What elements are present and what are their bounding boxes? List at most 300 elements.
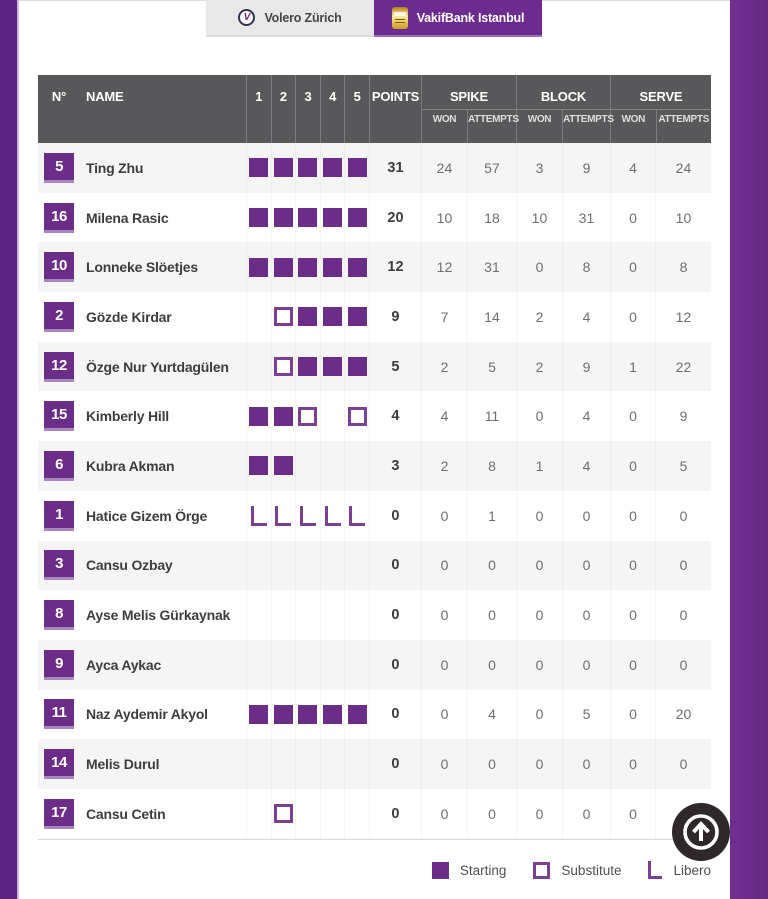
- header-group-block: [516, 75, 614, 143]
- player-number-badge: 8: [44, 600, 74, 630]
- player-name: Kubra Akman: [86, 457, 175, 474]
- block-won-label: WON: [527, 114, 552, 125]
- set-cell: [295, 739, 320, 789]
- stat-value: 24: [655, 143, 711, 193]
- starting-icon: [432, 862, 449, 879]
- spike-attempts-label: ATTEMPTS: [467, 110, 516, 143]
- player-number-cell: [38, 690, 80, 740]
- set-cell: [344, 541, 369, 591]
- starting-indicator: [298, 705, 317, 724]
- set-cell: [344, 292, 369, 342]
- stat-value: 57: [467, 143, 516, 193]
- set-cell: [295, 242, 320, 292]
- stat-value: 0: [467, 590, 516, 640]
- player-number-cell: [38, 441, 80, 491]
- player-number-badge: 16: [44, 203, 74, 233]
- set-cell: [246, 541, 271, 591]
- starting-indicator: [323, 705, 342, 724]
- player-name: Gözde Kirdar: [86, 308, 172, 325]
- stat-value: 24: [421, 143, 467, 193]
- player-number-badge: 3: [44, 550, 74, 580]
- set-cell: [246, 640, 271, 690]
- stat-value: 0: [610, 441, 655, 491]
- tab-vakifbank-istanbul[interactable]: [374, 0, 542, 37]
- stat-value: 0: [421, 590, 467, 640]
- player-number-badge: 6: [44, 451, 74, 481]
- libero-indicator: [275, 506, 291, 526]
- points-value: 0: [369, 541, 421, 591]
- player-number-cell: [38, 590, 80, 640]
- stat-value: 1: [516, 441, 562, 491]
- player-number-cell: [38, 491, 80, 541]
- set-cell: [320, 590, 345, 640]
- substitute-icon: [533, 862, 550, 879]
- set-cell: [271, 242, 296, 292]
- stat-value: 0: [562, 640, 610, 690]
- starting-indicator: [323, 258, 342, 277]
- set-cell: [271, 193, 296, 243]
- serve-won-label: WON: [621, 114, 646, 125]
- player-number-badge: 17: [44, 799, 74, 829]
- starting-indicator: [249, 456, 268, 475]
- stat-value: 0: [655, 640, 711, 690]
- player-name: Cansu Cetin: [86, 805, 166, 822]
- starting-indicator: [298, 158, 317, 177]
- set-cell: [295, 590, 320, 640]
- set-cell: [246, 342, 271, 392]
- stat-value: 0: [562, 789, 610, 839]
- stat-value: 8: [467, 441, 516, 491]
- player-number-badge: 9: [44, 650, 74, 680]
- stat-value: 31: [562, 193, 610, 243]
- legend-label: Substitute: [561, 862, 622, 878]
- stat-value: 0: [421, 640, 467, 690]
- stat-value: 20: [655, 690, 711, 740]
- spike-label: SPIKE: [422, 75, 516, 110]
- set-cell: [246, 292, 271, 342]
- points-value: 4: [369, 391, 421, 441]
- stat-value: 0: [467, 739, 516, 789]
- stat-value: 0: [610, 193, 655, 243]
- stat-value: 0: [610, 739, 655, 789]
- starting-indicator: [249, 158, 268, 177]
- stat-value: 0: [516, 739, 562, 789]
- stat-value: 4: [562, 391, 610, 441]
- header-number: N°: [51, 89, 67, 104]
- table-row: [38, 789, 711, 839]
- stat-value: 0: [516, 590, 562, 640]
- legend-item-libero: [648, 861, 711, 879]
- stat-value: 4: [562, 441, 610, 491]
- stat-value: 0: [516, 491, 562, 541]
- set-cell: [271, 441, 296, 491]
- starting-indicator: [274, 456, 293, 475]
- starting-indicator: [249, 705, 268, 724]
- table-body: [38, 143, 711, 840]
- player-number-badge: 12: [44, 352, 74, 382]
- stat-value: 9: [562, 342, 610, 392]
- stat-value: 4: [562, 292, 610, 342]
- stat-value: 0: [516, 640, 562, 690]
- substitute-indicator: [298, 407, 317, 426]
- table-header: [38, 75, 711, 143]
- set-cell: [344, 193, 369, 243]
- stat-value: 0: [562, 590, 610, 640]
- set-cell: [271, 143, 296, 193]
- set-cell: [320, 342, 345, 392]
- starting-indicator: [274, 705, 293, 724]
- legend-item-substitute: [533, 862, 621, 879]
- header-set-1: 1: [246, 75, 271, 143]
- starting-indicator: [348, 357, 367, 376]
- block-label: BLOCK: [517, 75, 610, 110]
- stat-value: 9: [562, 143, 610, 193]
- stat-value: 0: [467, 541, 516, 591]
- libero-indicator: [300, 506, 316, 526]
- legend-item-starting: [432, 862, 507, 879]
- set-cell: [271, 541, 296, 591]
- set-cell: [246, 441, 271, 491]
- set-cell: [246, 690, 271, 740]
- substitute-indicator: [274, 307, 293, 326]
- stat-value: 5: [467, 342, 516, 392]
- starting-indicator: [298, 258, 317, 277]
- player-number-cell: [38, 541, 80, 591]
- set-cell: [344, 789, 369, 839]
- stat-value: 0: [467, 640, 516, 690]
- scroll-to-top-button[interactable]: [672, 803, 730, 861]
- right-accent-bar: [730, 0, 768, 899]
- table-row: [38, 640, 711, 690]
- points-value: 0: [369, 640, 421, 690]
- starting-indicator: [249, 258, 268, 277]
- starting-indicator: [249, 407, 268, 426]
- table-row: [38, 193, 711, 243]
- set-cell: [271, 292, 296, 342]
- set-cell: [320, 242, 345, 292]
- header-set-5: 5: [344, 75, 369, 143]
- stat-value: 10: [516, 193, 562, 243]
- player-number-badge: 14: [44, 749, 74, 779]
- starting-indicator: [274, 158, 293, 177]
- starting-indicator: [274, 407, 293, 426]
- substitute-indicator: [274, 357, 293, 376]
- set-cell: [246, 242, 271, 292]
- stat-value: 0: [610, 690, 655, 740]
- starting-indicator: [274, 208, 293, 227]
- stat-value: 0: [562, 541, 610, 591]
- stat-value: 3: [516, 143, 562, 193]
- stat-value: 5: [655, 441, 711, 491]
- player-number-cell: [38, 143, 80, 193]
- stat-value: 5: [562, 690, 610, 740]
- stat-value: 4: [610, 143, 655, 193]
- stat-value: 0: [610, 789, 655, 839]
- set-cell: [246, 590, 271, 640]
- set-cell: [320, 541, 345, 591]
- team-tabs: [206, 0, 542, 37]
- stat-value: 0: [421, 739, 467, 789]
- points-value: 0: [369, 491, 421, 541]
- legend-label: Libero: [673, 862, 711, 878]
- set-cell: [271, 342, 296, 392]
- stat-value: 1: [467, 491, 516, 541]
- stat-value: 10: [655, 193, 711, 243]
- starting-indicator: [348, 705, 367, 724]
- stat-value: 0: [516, 789, 562, 839]
- stat-value: 22: [655, 342, 711, 392]
- stat-value: 2: [516, 342, 562, 392]
- set-cell: [344, 342, 369, 392]
- stat-value: 14: [467, 292, 516, 342]
- set-cell: [320, 391, 345, 441]
- set-cell: [344, 441, 369, 491]
- legend: [432, 855, 711, 885]
- starting-indicator: [298, 357, 317, 376]
- stat-value: 0: [610, 391, 655, 441]
- stat-value: 0: [610, 541, 655, 591]
- libero-icon: [648, 861, 662, 879]
- player-number-badge: 2: [44, 302, 74, 332]
- starting-indicator: [298, 208, 317, 227]
- set-cell: [246, 491, 271, 541]
- header-name: NAME: [86, 89, 124, 104]
- points-value: 5: [369, 342, 421, 392]
- spike-won-label: WON: [432, 114, 457, 125]
- header-set-3: 3: [295, 75, 320, 143]
- set-cell: [271, 789, 296, 839]
- left-accent-bar: [0, 0, 19, 899]
- player-number-badge: 11: [44, 699, 74, 729]
- stat-value: 18: [467, 193, 516, 243]
- stat-value: 0: [516, 690, 562, 740]
- set-cell: [295, 491, 320, 541]
- player-number-cell: [38, 391, 80, 441]
- set-cell: [295, 789, 320, 839]
- stat-value: 0: [610, 292, 655, 342]
- stat-value: 2: [516, 292, 562, 342]
- tab-volero-zurich[interactable]: [206, 0, 374, 37]
- serve-attempts-label: ATTEMPTS: [656, 110, 711, 143]
- stat-value: 1: [610, 342, 655, 392]
- starting-indicator: [348, 158, 367, 177]
- player-stats-table: [38, 75, 711, 840]
- header-set-4: 4: [320, 75, 345, 143]
- player-number-cell: [38, 342, 80, 392]
- table-row: [38, 292, 711, 342]
- set-cell: [295, 193, 320, 243]
- header-set-2: 2: [271, 75, 296, 143]
- player-name: Melis Durul: [86, 756, 160, 773]
- stat-value: 0: [516, 242, 562, 292]
- stat-value: 0: [562, 739, 610, 789]
- set-cell: [246, 143, 271, 193]
- set-cell: [295, 441, 320, 491]
- starting-indicator: [348, 208, 367, 227]
- starting-indicator: [323, 307, 342, 326]
- stat-value: 31: [467, 242, 516, 292]
- starting-indicator: [274, 258, 293, 277]
- stat-value: 0: [655, 541, 711, 591]
- table-row: [38, 541, 711, 591]
- starting-indicator: [298, 307, 317, 326]
- player-name: Kimberly Hill: [86, 408, 169, 425]
- points-value: 9: [369, 292, 421, 342]
- stat-value: 0: [655, 491, 711, 541]
- set-cell: [295, 391, 320, 441]
- header-group-spike: [421, 75, 519, 143]
- set-cell: [320, 690, 345, 740]
- points-value: 20: [369, 193, 421, 243]
- set-cell: [246, 193, 271, 243]
- player-number-badge: 15: [44, 401, 74, 431]
- set-cell: [344, 640, 369, 690]
- tab-label: VakifBank Istanbul: [416, 10, 525, 25]
- tab-label: Volero Zürich: [264, 10, 342, 25]
- table-row: [38, 491, 711, 541]
- stat-value: 0: [421, 491, 467, 541]
- stat-value: 0: [610, 491, 655, 541]
- points-value: 12: [369, 242, 421, 292]
- table-row: [38, 242, 711, 292]
- set-cell: [344, 491, 369, 541]
- points-value: 0: [369, 789, 421, 839]
- stat-value: 0: [516, 391, 562, 441]
- player-number-cell: [38, 789, 80, 839]
- substitute-indicator: [274, 804, 293, 823]
- set-cell: [295, 640, 320, 690]
- table-row: [38, 690, 711, 740]
- stat-value: 0: [467, 789, 516, 839]
- starting-indicator: [323, 158, 342, 177]
- stat-value: 12: [421, 242, 467, 292]
- stat-value: 0: [421, 541, 467, 591]
- player-name: Ting Zhu: [86, 159, 144, 176]
- player-name: Naz Aydemir Akyol: [86, 706, 208, 723]
- set-cell: [320, 143, 345, 193]
- set-cell: [295, 342, 320, 392]
- set-cell: [320, 193, 345, 243]
- set-cell: [271, 690, 296, 740]
- set-cell: [344, 590, 369, 640]
- player-name: Milena Rasic: [86, 209, 169, 226]
- vakifbank-logo-icon: [392, 7, 408, 29]
- legend-label: Starting: [459, 862, 507, 878]
- set-cell: [344, 690, 369, 740]
- table-row: [38, 739, 711, 789]
- table-row: [38, 391, 711, 441]
- player-name: Ayse Melis Gürkaynak: [86, 607, 231, 624]
- points-value: 0: [369, 590, 421, 640]
- player-number-cell: [38, 242, 80, 292]
- stat-value: 0: [562, 491, 610, 541]
- set-cell: [271, 491, 296, 541]
- set-cell: [271, 640, 296, 690]
- table-row: [38, 441, 711, 491]
- player-number-cell: [38, 739, 80, 789]
- stat-value: 0: [610, 590, 655, 640]
- set-cell: [246, 391, 271, 441]
- stat-value: 10: [421, 193, 467, 243]
- table-row: [38, 590, 711, 640]
- stat-value: 0: [516, 541, 562, 591]
- stat-value: 7: [421, 292, 467, 342]
- libero-indicator: [349, 506, 365, 526]
- stat-value: 0: [655, 739, 711, 789]
- stat-value: 0: [610, 242, 655, 292]
- set-cell: [271, 590, 296, 640]
- points-value: 0: [369, 690, 421, 740]
- stat-value: 8: [655, 242, 711, 292]
- stat-value: 0: [421, 789, 467, 839]
- set-cell: [320, 739, 345, 789]
- starting-indicator: [348, 258, 367, 277]
- header-group-serve: [610, 75, 711, 143]
- table-row: [38, 342, 711, 392]
- starting-indicator: [249, 208, 268, 227]
- libero-indicator: [325, 506, 341, 526]
- set-cell: [344, 143, 369, 193]
- set-cell: [344, 739, 369, 789]
- serve-label: SERVE: [611, 75, 711, 110]
- table-row: [38, 143, 711, 193]
- set-cell: [271, 391, 296, 441]
- player-number-badge: 5: [44, 153, 74, 183]
- stat-value: 0: [421, 690, 467, 740]
- player-number-cell: [38, 193, 80, 243]
- set-cell: [295, 143, 320, 193]
- set-cell: [295, 292, 320, 342]
- stat-value: 2: [421, 441, 467, 491]
- volero-zurich-logo-icon: V: [238, 9, 255, 26]
- set-cell: [246, 789, 271, 839]
- set-cell: [320, 491, 345, 541]
- substitute-indicator: [348, 407, 367, 426]
- points-value: 0: [369, 739, 421, 789]
- stat-value: 9: [655, 391, 711, 441]
- player-name: Hatice Gizem Örge: [86, 507, 208, 524]
- points-value: 31: [369, 143, 421, 193]
- stat-value: 8: [562, 242, 610, 292]
- set-cell: [344, 391, 369, 441]
- player-number-cell: [38, 292, 80, 342]
- set-cell: [271, 739, 296, 789]
- player-name: Cansu Ozbay: [86, 557, 173, 574]
- stat-value: 12: [655, 292, 711, 342]
- set-cell: [320, 640, 345, 690]
- stat-value: 2: [421, 342, 467, 392]
- libero-indicator: [251, 506, 267, 526]
- set-cell: [320, 789, 345, 839]
- starting-indicator: [323, 208, 342, 227]
- stat-value: 0: [610, 640, 655, 690]
- header-points: POINTS: [369, 75, 421, 143]
- stat-value: 4: [467, 690, 516, 740]
- arrow-up-circle-icon: [672, 803, 730, 861]
- player-number-badge: 1: [44, 501, 74, 531]
- stat-value: 11: [467, 391, 516, 441]
- set-cell: [295, 541, 320, 591]
- points-value: 3: [369, 441, 421, 491]
- block-attempts-label: ATTEMPTS: [562, 110, 610, 143]
- player-number-badge: 10: [44, 252, 74, 282]
- starting-indicator: [348, 307, 367, 326]
- set-cell: [344, 242, 369, 292]
- set-cell: [295, 690, 320, 740]
- starting-indicator: [323, 357, 342, 376]
- stat-value: 0: [655, 590, 711, 640]
- stat-value: 4: [421, 391, 467, 441]
